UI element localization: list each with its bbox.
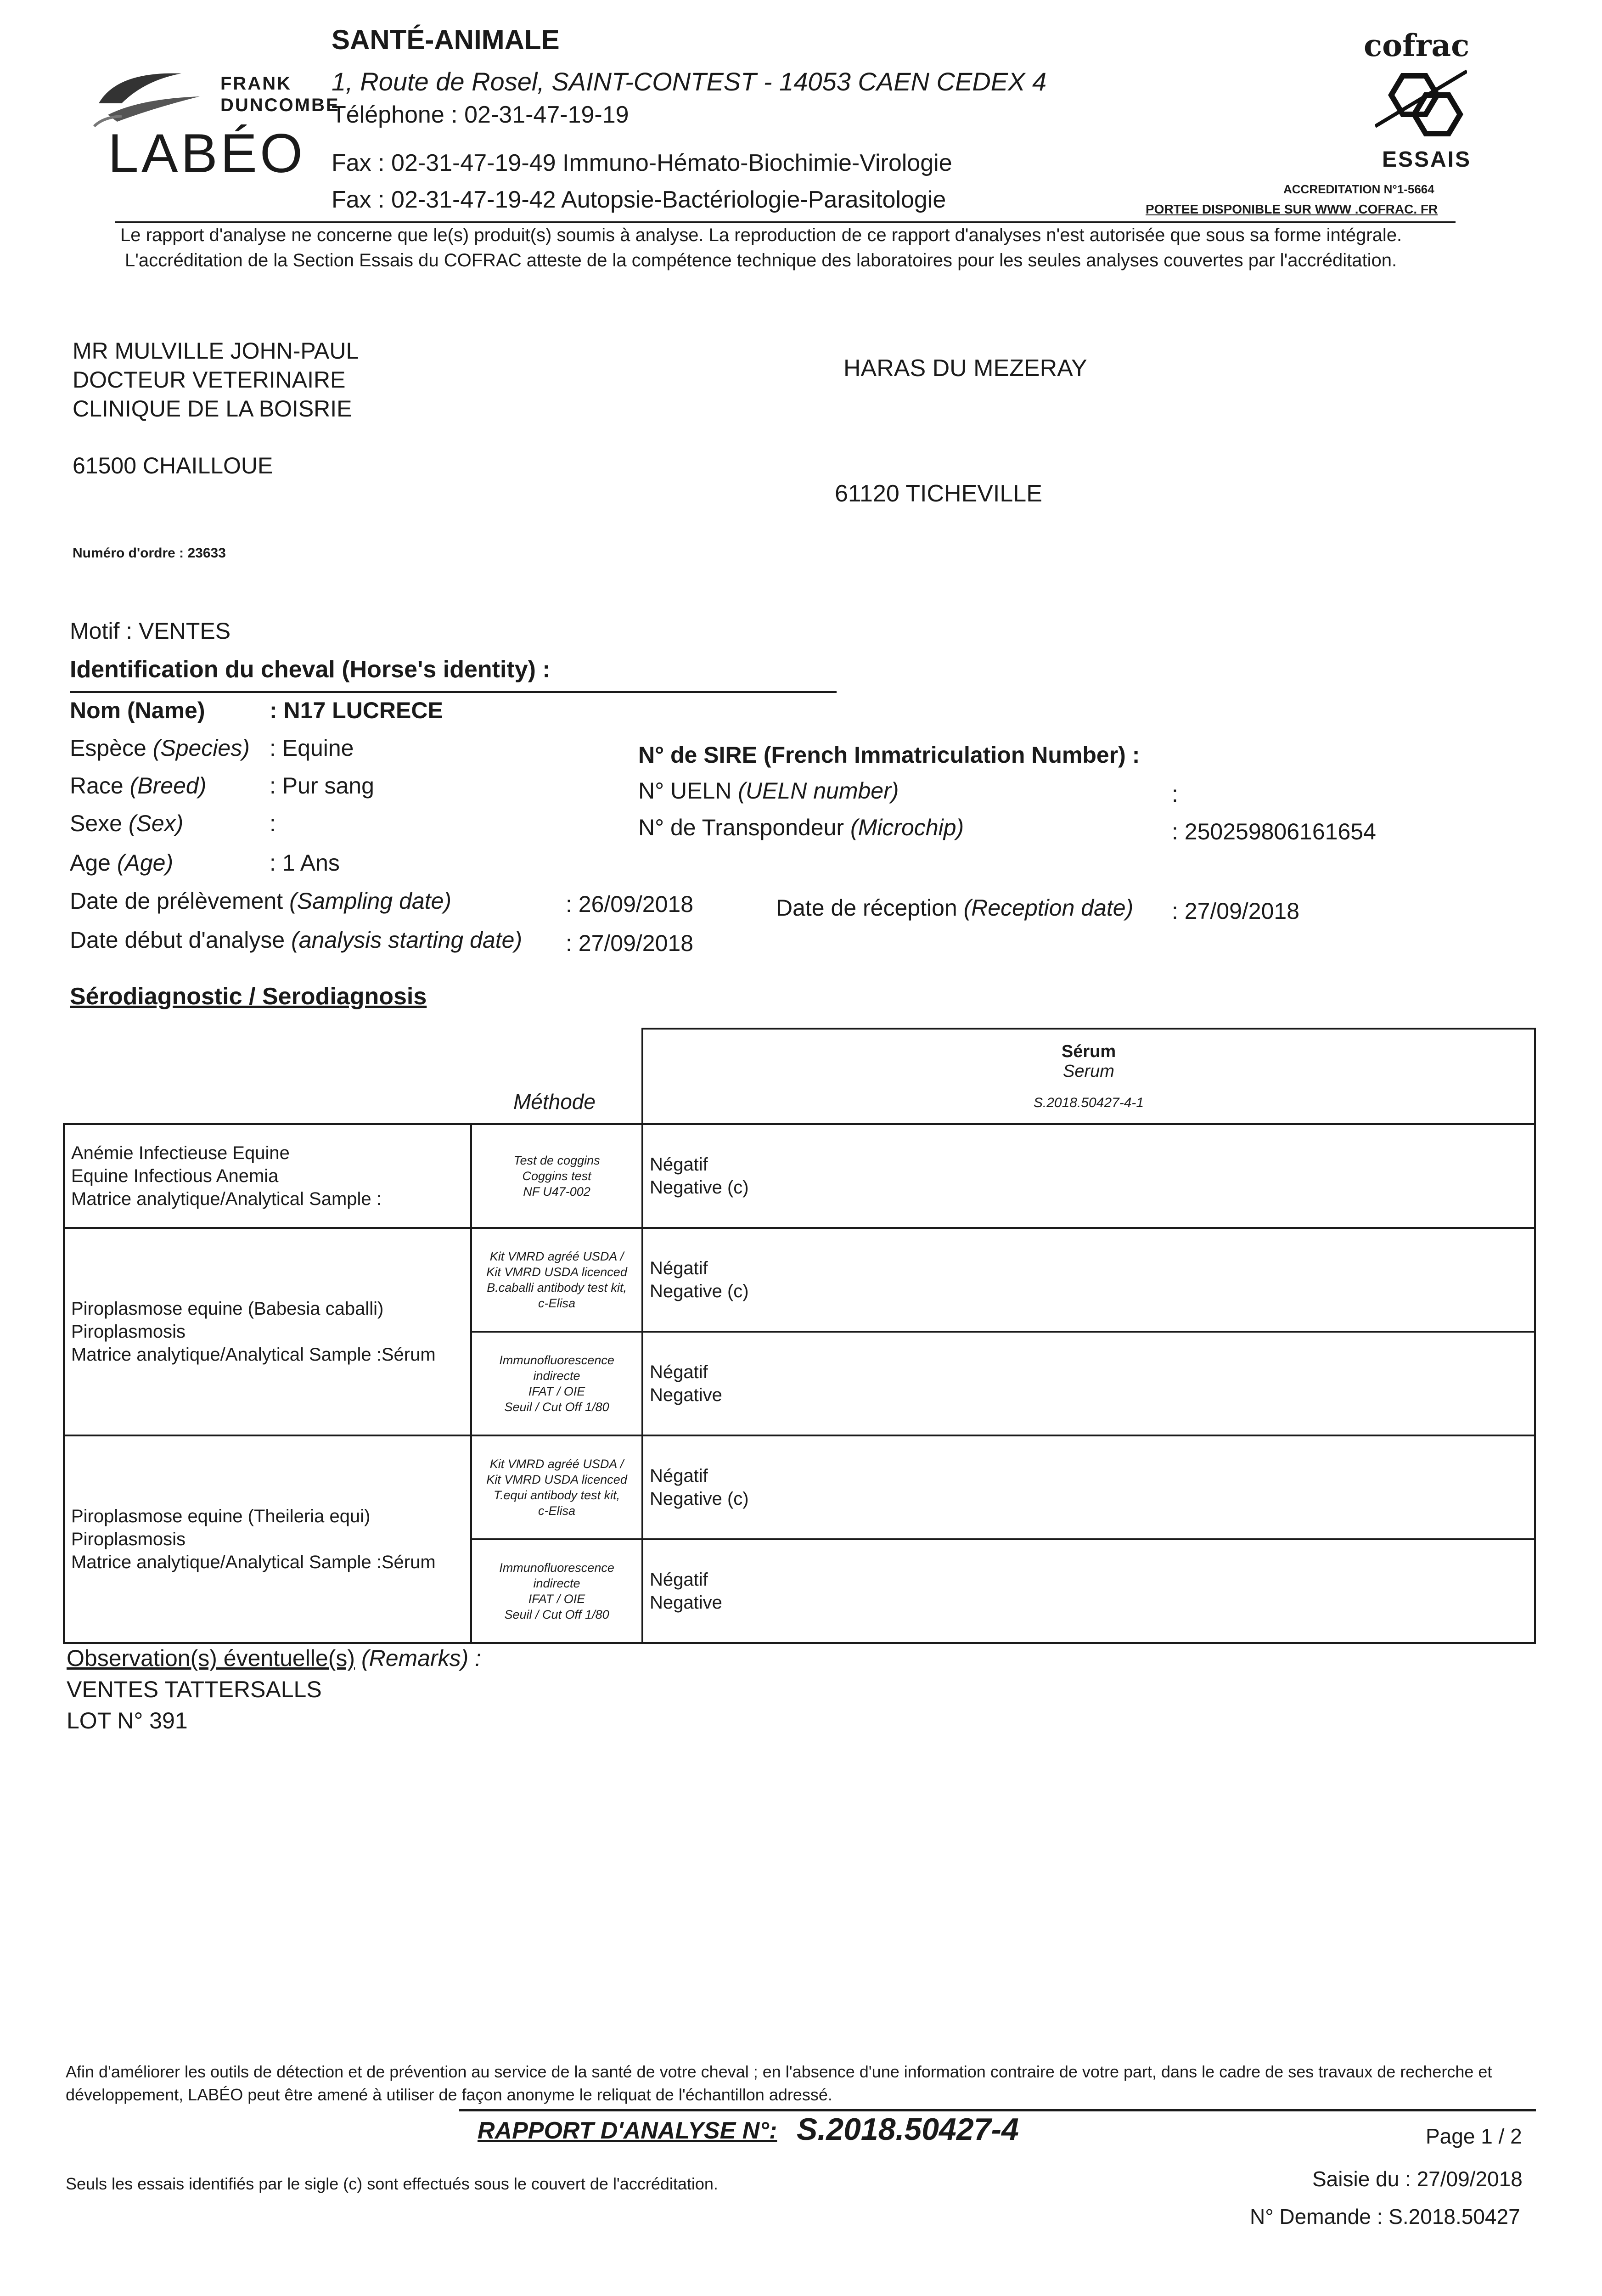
sample-id: S.2018.50427-4-1 (1033, 1095, 1144, 1110)
recipient-city: 61500 CHAILLOUE (73, 453, 273, 478)
table-header-row (64, 1029, 1535, 1124)
species-value: : Equine (270, 735, 354, 761)
accreditation-note: Seuls les essais identifiés par le sigle (c) sont effectués sous le couvert de l'accréditation. (66, 2174, 718, 2193)
recipient-line-3: CLINIQUE DE LA BOISRIE (73, 396, 352, 422)
transponder-value: : 250259806161654 (1172, 819, 1376, 844)
disclaimer-line-2: L'accréditation de la Section Essais du COFRAC atteste de la compétence technique des laboratoires pour les seules analyses couvertes par l'accréditation. (125, 250, 1397, 270)
method-header: Méthode (513, 1090, 596, 1114)
footer-notice: Afin d'améliorer les outils de détection et de prévention au service de la santé de votre cheval ; en l'absence d'une information contraire de votre part, dans le cadre de ses travaux de recherche et développement, LABÉO peut être amené à utiliser de façon anonyme le reliquat de l'échantillon adressé. (66, 2062, 1492, 2104)
motif: Motif : VENTES (70, 618, 231, 644)
ueln-value: : (1172, 781, 1178, 807)
brand-frank: FRANK (220, 73, 292, 94)
table-row (64, 1124, 1535, 1228)
method-cell: Test de coggins Coggins test NF U47-002 (471, 1124, 642, 1228)
remarks-line-2: LOT N° 391 (67, 1708, 188, 1733)
ueln-label: N° UELN (UELN number) (638, 778, 899, 804)
analysis-cell: Piroplasmose equine (Theileria equi) Piroplasmosis Matrice analytique/Analytical Sample :Sérum (64, 1435, 471, 1643)
analysis-cell: Piroplasmose equine (Babesia caballi) Piroplasmosis Matrice analytique/Analytical Sample :Sérum (64, 1228, 471, 1435)
table-row (64, 1228, 1535, 1332)
breed-label: Race (Breed) (70, 773, 207, 799)
method-cell: Kit VMRD agréé USDA / Kit VMRD USDA licenced B.caballi antibody test kit, c-Elisa (471, 1228, 642, 1332)
recipient-line-2: DOCTEUR VETERINAIRE (73, 367, 346, 393)
sampling-date-label: Date de prélèvement (Sampling date) (70, 888, 452, 914)
age-label: Age (Age) (70, 850, 174, 876)
method-cell: Kit VMRD agréé USDA / Kit VMRD USDA licenced T.equi antibody test kit, c-Elisa (471, 1435, 642, 1539)
sex-label: Sexe (Sex) (70, 810, 184, 836)
name-value: : N17 LUCRECE (270, 698, 443, 723)
cofrac-essais: ESSAIS (1382, 147, 1472, 172)
brand-duncombe: DUNCOMBE (220, 95, 340, 115)
result-cell: Négatif Negative (c) (642, 1435, 1535, 1539)
transponder-label: N° de Transpondeur (Microchip) (638, 815, 964, 840)
cofrac-logo (1322, 28, 1472, 184)
report-number: S.2018.50427-4 (797, 2112, 1019, 2147)
lab-fax-2: Fax : 02-31-47-19-42 Autopsie-Bactériologie-Parasitologie (332, 186, 946, 213)
labeo-swoosh-icon (90, 53, 209, 131)
header-divider (115, 221, 1456, 223)
method-cell: Immunofluorescence indirecte IFAT / OIE Seuil / Cut Off 1/80 (471, 1539, 642, 1643)
identification-heading: Identification du cheval (Horse's identity) : (70, 656, 551, 683)
age-value: : 1 Ans (270, 850, 340, 876)
brand-labeo: LABÉO (108, 123, 306, 184)
saisie-date: Saisie du : 27/09/2018 (1312, 2167, 1523, 2191)
lab-address: 1, Route de Rosel, SAINT-CONTEST - 14053 CAEN CEDEX 4 (332, 67, 1047, 96)
page-number: Page 1 / 2 (1426, 2124, 1522, 2148)
cofrac-accreditation: ACCREDITATION N°1-5664 (1283, 182, 1434, 196)
remarks-line-1: VENTES TATTERSALLS (67, 1677, 322, 1702)
labeo-logo (90, 44, 340, 186)
identification-underline (70, 691, 837, 693)
result-cell: Négatif Negative (c) (642, 1124, 1535, 1228)
result-cell: Négatif Negative (642, 1332, 1535, 1435)
report-label: RAPPORT D'ANALYSE N°: (478, 2117, 777, 2144)
result-cell: Négatif Negative (c) (642, 1228, 1535, 1332)
result-cell: Négatif Negative (642, 1539, 1535, 1643)
table-row (64, 1435, 1535, 1539)
method-cell: Immunofluorescence indirecte IFAT / OIE Seuil / Cut Off 1/80 (471, 1332, 642, 1435)
start-date-label: Date début d'analyse (analysis starting date) (70, 927, 523, 953)
species-label: Espèce (Species) (70, 735, 250, 761)
lab-title: SANTÉ-ANIMALE (332, 24, 560, 55)
disclaimer-line-1: Le rapport d'analyse ne concerne que le(s) produit(s) soumis à analyse. La reproduction de ce rapport d'analyses n'est autorisée que sous sa forme intégrale. (120, 225, 1402, 245)
breed-value: : Pur sang (270, 773, 374, 799)
analysis-cell: Anémie Infectieuse Equine Equine Infectious Anemia Matrice analytique/Analytical Sample : (64, 1124, 471, 1228)
lab-phone: Téléphone : 02-31-47-19-19 (332, 101, 629, 128)
sampling-date-value: : 26/09/2018 (566, 891, 694, 917)
lab-fax-1: Fax : 02-31-47-19-49 Immuno-Hémato-Biochimie-Virologie (332, 150, 952, 176)
reception-date-value: : 27/09/2018 (1172, 898, 1300, 924)
owner-name: HARAS DU MEZERAY (843, 355, 1087, 382)
results-table (63, 1028, 1536, 1644)
cofrac-wordmark: cofrac (1364, 28, 1470, 63)
cofrac-portee-link[interactable]: PORTEE DISPONIBLE SUR WWW .COFRAC. FR (1146, 202, 1438, 216)
start-date-value: : 27/09/2018 (566, 930, 694, 956)
serum-header: Sérum Serum S.2018.50427-4-1 (642, 1029, 1535, 1124)
reception-date-label: Date de réception (Reception date) (776, 895, 1134, 921)
demande-number: N° Demande : S.2018.50427 (1250, 2205, 1520, 2228)
remarks-label: Observation(s) éventuelle(s) (Remarks) : (67, 1645, 482, 1671)
sex-value: : (270, 810, 276, 836)
recipient-line-1: MR MULVILLE JOHN-PAUL (73, 338, 359, 364)
cofrac-hexagon-icon (1375, 67, 1467, 145)
sire-label: N° de SIRE (French Immatriculation Number) : (638, 742, 1140, 768)
serodiagnostic-heading: Sérodiagnostic / Serodiagnosis (70, 983, 427, 1010)
name-label: Nom (Name) (70, 698, 205, 723)
owner-city: 61120 TICHEVILLE (835, 480, 1042, 507)
order-number: Numéro d'ordre : 23633 (73, 546, 226, 561)
